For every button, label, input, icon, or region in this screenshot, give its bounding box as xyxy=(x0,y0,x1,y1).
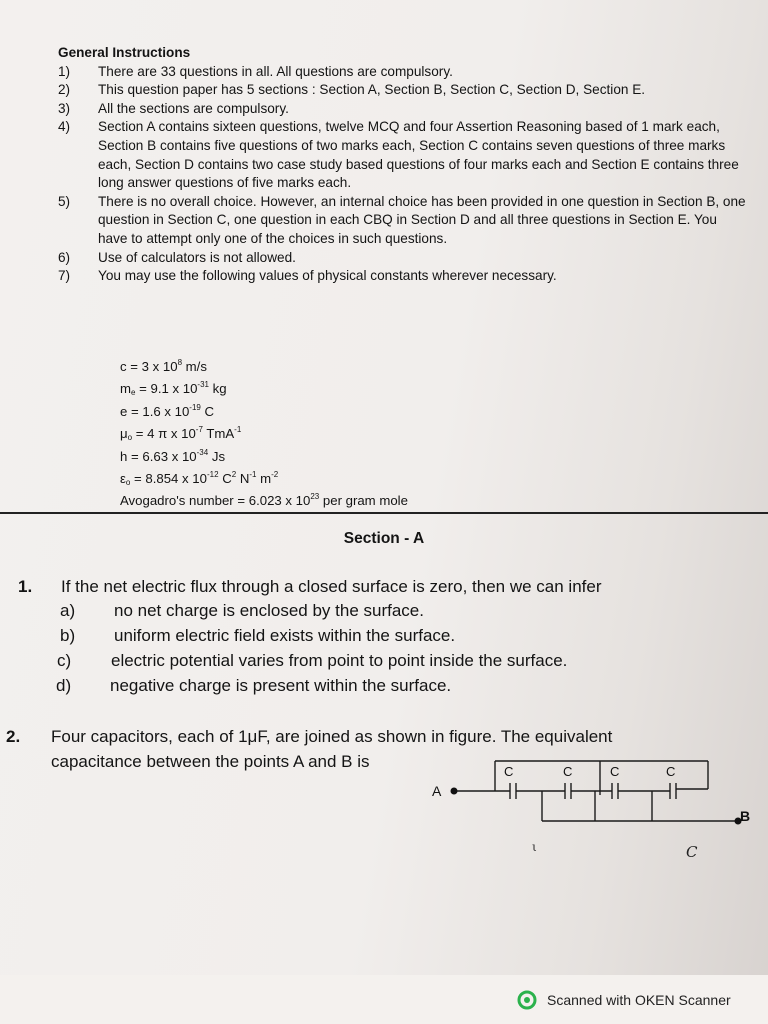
constant-permittivity: $\varepsilon_o = 8.854$ x $10^{-12}$ $C^2$ $N^{-1}$ $m^{-2}$ xyxy=(120,470,279,488)
option-label: c) xyxy=(57,651,72,670)
capacitor-label: C xyxy=(563,764,573,779)
option-label: d) xyxy=(56,676,72,695)
instruction-number: 2) xyxy=(58,82,71,98)
constant-electron-charge: e = 1.6 x $10^{-19}$ C xyxy=(120,402,215,419)
instruction-number: 1) xyxy=(58,63,71,79)
general-instructions xyxy=(58,44,748,286)
section-divider xyxy=(0,512,768,514)
question-text: If the net electric flux through a closed surface is zero, then we can infer xyxy=(61,577,602,596)
instruction-number: 6) xyxy=(58,249,71,265)
instruction-number: 4) xyxy=(58,119,71,135)
instruction-item xyxy=(58,249,748,268)
option-text: no net charge is enclosed by the surface. xyxy=(114,601,424,620)
section-title: Section - A xyxy=(343,530,425,547)
option-text: electric potential varies from point to point inside the surface. xyxy=(111,651,568,670)
terminal-b-label: B xyxy=(740,808,751,824)
instruction-text: Use of calculators is not allowed. xyxy=(98,249,296,265)
handwritten-mark: ι xyxy=(532,840,537,854)
instruction-item xyxy=(58,118,748,192)
capacitor-label: C xyxy=(666,764,676,779)
instructions-title: General Instructions xyxy=(58,45,191,60)
instruction-item xyxy=(58,81,748,100)
option-label: b) xyxy=(60,626,76,645)
instruction-text: There are 33 questions in all. All questions are compulsory. xyxy=(98,63,453,79)
scanner-watermark xyxy=(517,990,731,1010)
constant-permeability: $\mu_o = 4$ π x $10^{-7}$ TmA$^{-1}$ xyxy=(120,425,242,443)
instruction-item xyxy=(58,267,748,286)
question-number: 1. xyxy=(18,577,33,596)
instruction-number: 5) xyxy=(58,193,71,209)
constant-speed-of-light: c = 3 x $10^8$ m/s xyxy=(120,358,207,374)
instruction-number: 3) xyxy=(58,100,71,116)
physical-constants xyxy=(120,356,408,513)
scanner-watermark-text: Scanned with OKEN Scanner xyxy=(547,992,731,1008)
oken-scanner-logo-icon xyxy=(517,990,537,1010)
instruction-text: There is no overall choice. However, an internal choice has been provided in one question in Section B, one question in Section C, one question in each CBQ in Section D and all three questions in Section E. You have to attempt only one of the choices in such questions. xyxy=(98,193,746,246)
instruction-text: You may use the following values of physical constants wherever necessary. xyxy=(98,268,557,284)
option-text: negative charge is present within the surface. xyxy=(110,676,452,695)
handwritten-mark: C xyxy=(686,843,698,861)
instructions-list xyxy=(58,63,748,286)
capacitor-label: C xyxy=(610,764,620,779)
instruction-text: Section A contains sixteen questions, twelve MCQ and four Assertion Reasoning based of 1 mark each, Section B contains five questions of two marks each, Section C contains seven questions of three marks each, Section D contains two case study based questions of four marks each and Section E contains three long answer questions of five marks each. xyxy=(98,119,739,191)
option-label: a) xyxy=(60,601,76,620)
instruction-number: 7) xyxy=(58,268,71,284)
capacitor-label: C xyxy=(504,764,514,779)
option-text: uniform electric field exists within the surface. xyxy=(114,626,456,645)
instruction-item xyxy=(58,100,748,119)
instruction-item xyxy=(58,193,748,249)
constant-avogadro: Avogadro's number = 6.023 x $10^{23}$ per gram mole xyxy=(120,492,408,509)
instruction-text: All the sections are compulsory. xyxy=(98,100,289,116)
instruction-text: This question paper has 5 sections : Section A, Section B, Section C, Section D, Section E. xyxy=(98,82,646,98)
terminal-a-dot xyxy=(451,788,458,795)
question-text-line-1: Four capacitors, each of 1μF, are joined as shown in figure. The equivalent xyxy=(51,727,613,746)
terminal-a-label: A xyxy=(432,783,442,799)
instruction-item xyxy=(58,63,748,82)
constant-planck: h = 6.63 x $10^{-34}$ Js xyxy=(120,447,226,464)
question-text-line-2: capacitance between the points A and B is xyxy=(51,752,370,771)
question-number: 2. xyxy=(6,727,21,746)
capacitor-circuit-figure xyxy=(420,755,760,875)
constant-electron-mass: $m_e = 9.1$ x $10^{-31}$ kg xyxy=(120,380,227,398)
